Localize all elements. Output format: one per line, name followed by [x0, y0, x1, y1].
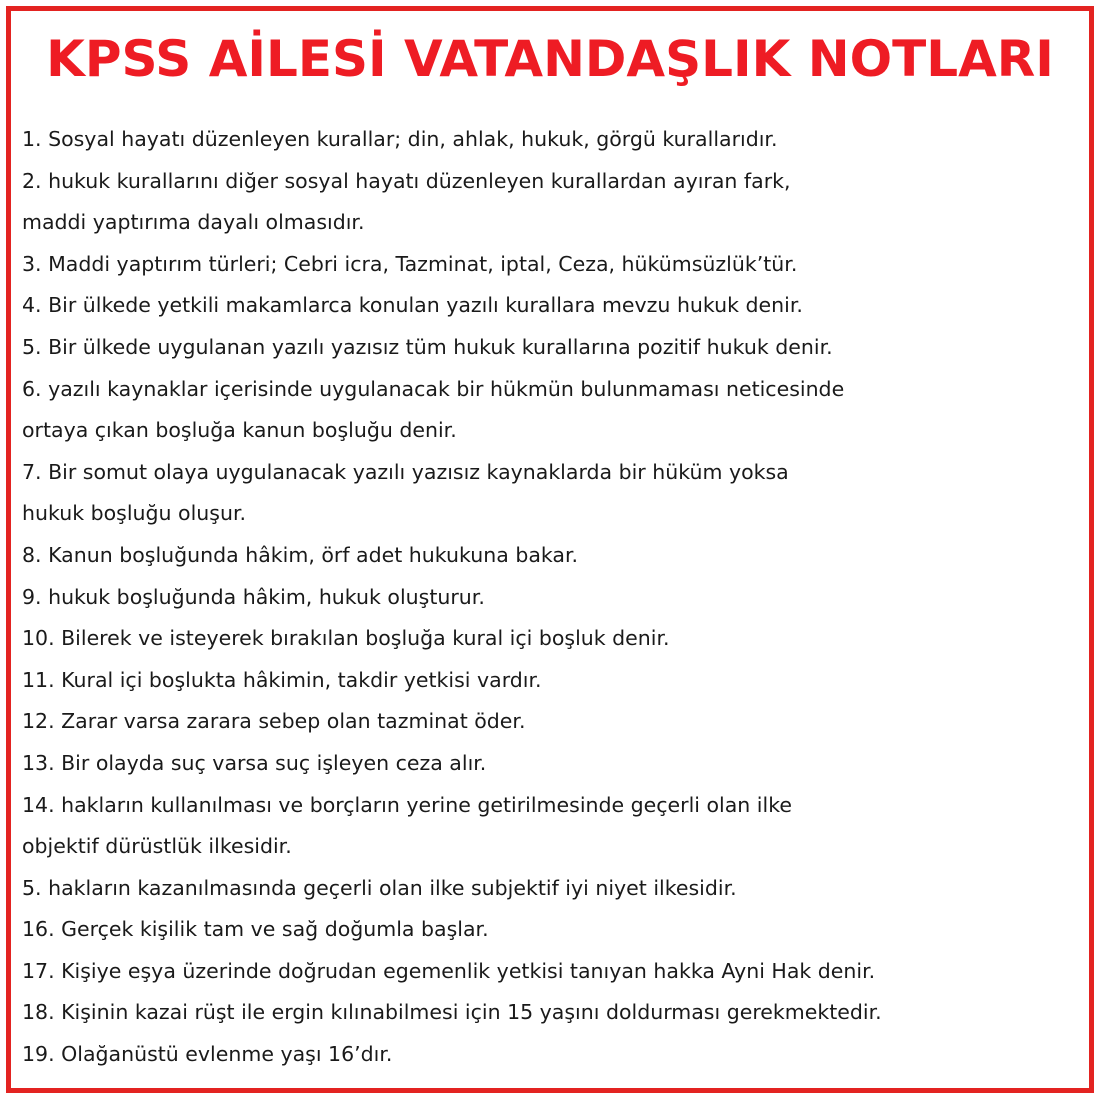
note-line: 18. Kişinin kazai rüşt ile ergin kılınabilmesi için 15 yaşını doldurması gerekmektedir. [22, 1000, 882, 1025]
note-line: objektif dürüstlük ilkesidir. [22, 834, 292, 859]
note-line: hukuk boşluğu oluşur. [22, 501, 247, 526]
note-line: 10. Bilerek ve isteyerek bırakılan boşluğa kural içi boşluk denir. [22, 626, 670, 651]
note-line: 11. Kural içi boşlukta hâkimin, takdir yetkisi vardır. [22, 667, 542, 692]
note-line: maddi yaptırıma dayalı olmasıdır. [22, 210, 365, 235]
note-line: 17. Kişiye eşya üzerinde doğrudan egemenlik yetkisi tanıyan hakka Ayni Hak denir. [22, 958, 876, 983]
note-line: 5. hakların kazanılmasında geçerli olan ilke subjektif iyi niyet ilkesidir. [22, 875, 737, 900]
note-line: 7. Bir somut olaya uygulanacak yazılı yazısız kaynaklarda bir hüküm yoksa [22, 459, 789, 484]
note-line: 13. Bir olayda suç varsa suç işleyen ceza alır. [22, 750, 487, 775]
note-line: 1. Sosyal hayatı düzenleyen kurallar; din, ahlak, hukuk, görgü kurallarıdır. [22, 127, 778, 151]
note-line: 6. yazılı kaynaklar içerisinde uygulanacak bir hükmün bulunmaması neticesinde [22, 376, 845, 401]
note-line: ortaya çıkan boşluğa kanun boşluğu denir. [22, 418, 457, 443]
note-line: 9. hukuk boşluğunda hâkim, hukuk oluşturur. [22, 584, 485, 609]
note-line: 8. Kanun boşluğunda hâkim, örf adet hukukuna bakar. [22, 542, 579, 567]
note-line: 4. Bir ülkede yetkili makamlarca konulan yazılı kurallara mevzu hukuk denir. [22, 293, 803, 318]
note-line: 5. Bir ülkede uygulanan yazılı yazısız tüm hukuk kurallarına pozitif hukuk denir. [22, 334, 833, 359]
note-line: 2. hukuk kurallarını diğer sosyal hayatı düzenleyen kurallardan ayıran fark, [22, 168, 791, 193]
note-line: 14. hakların kullanılması ve borçların yerine getirilmesinde geçerli olan ilke [22, 792, 792, 817]
note-line: 16. Gerçek kişilik tam ve sağ doğumla başlar. [22, 917, 489, 942]
page-title: KPSS AİLESİ VATANDAŞLIK NOTLARI [46, 30, 1054, 88]
note-line: 12. Zarar varsa zarara sebep olan tazminat öder. [22, 709, 526, 734]
note-line: 3. Maddi yaptırım türleri; Cebri icra, Tazminat, iptal, Ceza, hükümsüzlük’tür. [22, 251, 798, 276]
notes-list [22, 119, 1072, 1076]
note-line: 19. Olağanüstü evlenme yaşı 16’dır. [22, 1042, 393, 1067]
